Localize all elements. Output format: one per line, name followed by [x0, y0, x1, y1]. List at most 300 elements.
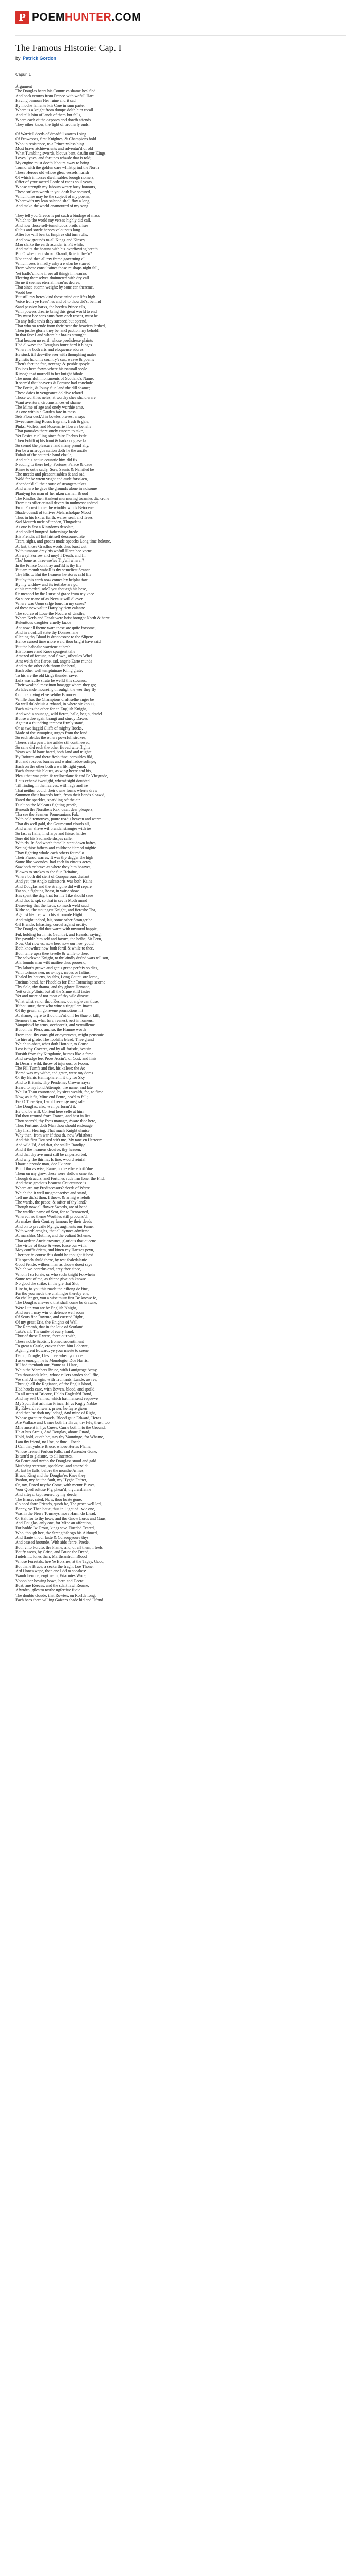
poem-line: Gil Brande, Inhasting, cordel aganst ordity,: [15, 922, 87, 927]
poem-line: As one within a Garden fare in mass: [15, 410, 76, 415]
poem-line: Fared the sparkles, sparkling oft the air: [15, 798, 80, 803]
poem-line: From ties silier cristall devers in mulmesse tedrod: [15, 500, 98, 505]
poem-line: I haue a proude man, doe I kinwe: [15, 1161, 71, 1166]
poem-line: As oue is fast a Kingdoms desolate,: [15, 524, 75, 530]
poem-line: If I had thenbuth out, Yome as I Hare,: [15, 1363, 78, 1368]
poem-line: at his remeded, sole? you thouegh his bese,: [15, 587, 87, 592]
poem-line: The wards, the peace, & safter of thy land?: [15, 1200, 87, 1205]
poem-line: Go need farre Friends, quoth he, The grace well led,: [15, 1501, 102, 1506]
poem-line: They other know, the fight of brotherly ends.: [15, 122, 90, 127]
poem-line: Amazed of fortune, seal flown, ofhoules Whel: [15, 654, 92, 659]
poem-line: Whose strength my labours weary busy honours,: [15, 184, 96, 190]
poem-line: And how those self-tumultuous broils arises: [15, 223, 89, 228]
poem-line: Ard Hones wepe, than ene I dd to speakes:: [15, 1569, 86, 1574]
poem-line: Why then, from war if thou th, now Whisthese: [15, 1133, 93, 1138]
poem-line: Of thy great, all gone-ene promotions hit: [15, 1008, 83, 1013]
poem-line: Relenttous daughter cruelly laude: [15, 620, 71, 625]
poem-line: And at his natiue countrie him did fix: [15, 457, 78, 463]
poem-line: And on to prevaile Kyngs, augments our Fame,: [15, 1224, 94, 1229]
poem-line: Summon their hazards forth, from their hands sleaw'd,: [15, 792, 106, 798]
poem-line: It seem'd that heavens & Fortune had conclude: [15, 381, 93, 386]
poem-title: The Famous Historie: Cap. I: [15, 43, 122, 53]
poem-line: His Frendis all fint hirt self descounsolate: [15, 534, 85, 539]
poem-line: Thy Blis to But the heauens he stores cald life: [15, 572, 92, 578]
poem-line: Thur of these E were, force our with,: [15, 1334, 77, 1339]
poem-line: Where are my Prediscessors? deeds of Warre: [15, 1185, 90, 1191]
stanza-break: [15, 209, 346, 213]
poem-line: That dis well gald, the Goumound clouds all,: [15, 821, 90, 826]
poem-line: Then Fohilt uj his front & harks doglase fa: [15, 438, 86, 443]
poem-line: And if the heauens deceive, thy heauen,: [15, 1147, 81, 1152]
poem-line: The Douglas, did that warre with unwortd happie,: [15, 927, 98, 932]
poem-line: Or as two iaggid Cliffs of mighty Rocks,: [15, 725, 83, 731]
logo-suffix: .COM: [111, 11, 141, 23]
poem-line: Thy first, Hearing, That much Knight ulmise: [15, 1128, 90, 1133]
poem-line: With powers drearie bring this great world to end: [15, 309, 97, 314]
poem-line: So challenger, you a wise must first Be knowe fe,: [15, 1296, 97, 1301]
poem-line: Where is a knight from dumpe dolth him recall: [15, 108, 93, 113]
poem-line: And afteys, kept seuerd by my deede,: [15, 1492, 78, 1497]
byline-prefix: by: [15, 56, 21, 61]
poem-line: Thy must bee sens suns from each resent, must be: [15, 314, 98, 319]
poem-line: With cold remouves, poure readis heaven and warre: [15, 817, 102, 822]
poem-line: The meedo and pleasant sables & and sad,: [15, 472, 86, 477]
poem-line: To great a Castle, craven there him Lohowe,: [15, 1344, 89, 1349]
poem-line: And savadge lee. Prow Accin't, of Cost, and finis: [15, 1056, 97, 1061]
poem-line: Forsith from thy Kingdome, hurnes like a fame: [15, 1051, 94, 1056]
poem-line: That who so rende from their hear the heaviers lenbed,: [15, 323, 106, 328]
poem-line: I ndefrnit, lones than, Marthsanfruin Blood: [15, 1554, 87, 1560]
poem-line: But on the Plerz, and so, the Hamne worth: [15, 1027, 86, 1032]
poem-line: Bonny, ye Thee Saue, thus in Light of Twie one,: [15, 1506, 95, 1512]
poem-line: Hence cursed time more weld thou bright have said: [15, 639, 101, 645]
poemhunter-logo[interactable]: [15, 11, 141, 24]
poem-line: With rls, In Sod worth thmelle stent down haftes,: [15, 840, 97, 845]
poem-line: With tortmos neu, new-noys, neues or faltins,: [15, 970, 91, 975]
poem-line: Therfore to course this doubt he thought it best: [15, 1252, 93, 1258]
poem-line: And sure I may win or defence well soon: [15, 1310, 84, 1315]
poem-line: Are Wallace and Uanes both in Thrue, thy lyfe, thust, too: [15, 1420, 110, 1425]
logo-mark-icon: P: [15, 11, 29, 24]
poem-line: Their wealthel massinon hoasgge where they go;: [15, 683, 96, 688]
poem-line: Ere O Thee Syn, I wold revenge meg sale: [15, 1099, 85, 1104]
poem-article: [0, 36, 361, 1602]
poem-line: Ant now all theme warn these are quite forsome,: [15, 625, 96, 630]
poem-line: The Douglas hears his Countries shame hes' fled: [15, 89, 96, 94]
poem-line: And Douglas and the strengthe did will repare: [15, 884, 92, 889]
poem-line: Ful, holding forth, his Gauntlet, and Heards, saying,: [15, 931, 102, 937]
poem-line: The Bruce, cried, Now, thou heate gone,: [15, 1497, 83, 1502]
poem-line: And to the other deh throm for heral,: [15, 663, 77, 668]
poem-line: Argument: [15, 84, 32, 89]
poem-line: Were I un you are be English Knight,: [15, 1305, 77, 1310]
poem-line: Their Fiured warres, It was thy dagger the high: [15, 855, 93, 860]
poem-line: So fast as haile, in sharpe and hisse, haldes: [15, 831, 87, 836]
poem-line: The doubte cloude, that Rowtes, on Rorlde Iong,: [15, 1592, 96, 1598]
poem-line: And then he doth my lodngf, And mine of Right,: [15, 1411, 96, 1416]
poem-line: But and rosebes burnes and walorhiadoe solinge,: [15, 759, 96, 764]
poem-line: For hadde Iw Drout, kings saw, Fiueded Tearcd,: [15, 1526, 95, 1531]
poem-line: And bow grounds to all Kings and Kinsey: [15, 237, 85, 242]
poem-line: Tha see the Seamen Pomeranians Falz: [15, 812, 79, 817]
poem-line: Years would haue fored, both land and mighte: [15, 750, 92, 755]
poem-line: And Douglas, anly one, for Mine an affection,: [15, 1521, 92, 1526]
poem-line: O, Halt for to thy lowe, and the Gnow Lords and Gaus,: [15, 1516, 107, 1521]
poem-line: But se a dee again brangt and sturdy Dawes: [15, 716, 88, 721]
poem-line: The selvekwne Knight, to thr kindly drs'nd wars tell son,: [15, 956, 109, 961]
poem-line: Which time may be the subject of my poems,: [15, 194, 91, 199]
poem-line: Not anned thee all my frame governing all: [15, 256, 86, 261]
poem-line: Sad Mourch mele of tanden, Thugadens: [15, 520, 81, 525]
poem-line: These daies in vengeance doldive rekord: [15, 391, 83, 395]
poem-line: By Roiures and there ffesh thsei ocrouldes fild,: [15, 754, 93, 759]
poem-line: Both vnto Forcfo, the Flame, and, of all them, I feels: [15, 1545, 103, 1550]
poem-line: Voice from ye Heau'nes and of to thou did'st behind: [15, 299, 101, 304]
poem-line: Yett ordaly'dfuis, but all the Sinne stiltl tastes: [15, 989, 91, 994]
poem-line: From thou thy consight or eyrreuests, mighr pensauie: [15, 1032, 104, 1037]
poem-line: Which we contrlus end, arey thee since,: [15, 1267, 81, 1272]
poem-line: Ere paynble him self and favure, the heihe, Sir Fern,: [15, 936, 102, 941]
poem-line: Or, my, Dared neythe Come, with meunt Bisyes,: [15, 1482, 96, 1487]
poem-line: The Mime of age and onely worthie ame,: [15, 404, 84, 410]
poem-line: Both knowthee now both fortil & while to thee,: [15, 946, 94, 951]
poem-line: Sweet smelling Roses fragrant, fresh & gaie,: [15, 419, 90, 424]
poem-line: Sermure thu, what fere, reenest, &ct in fomeus,: [15, 1018, 94, 1023]
poem-line: Cubis and sowle heroes valourous long: [15, 227, 80, 232]
poem-line: So seemd the pleasure land many proud ally,: [15, 443, 89, 448]
poem-line: Sets Flora deck'd in bowles bravest arrays: [15, 414, 85, 419]
poem-line: He stuck till deswille aeer with thourghing males: [15, 352, 96, 357]
poem-line: Dualt on the Meleans fighting greefe,: [15, 802, 77, 807]
poem-line: of these new valiur Harry by tiem ealanne: [15, 606, 85, 611]
poem-line: My Spur, that arithion Prince, El vs Kngly Nabke: [15, 1401, 97, 1406]
poem-line: The Douglas, also, well perform'd it,: [15, 1104, 76, 1109]
poem-line: Whom I so forsie, or who such knight Forwhein: [15, 1272, 95, 1277]
poem-line: Thou seem'd, thy Eyes manage, Aware thee here,: [15, 1118, 96, 1124]
poem-line: Thy Sole, thy drama, and thy glowe Hemane,: [15, 984, 91, 989]
poem-line: Each bees there willing Gaizers shade hid and Ufond.: [15, 1597, 104, 1602]
poem-line: And these gracious heauens Coueraunce is: [15, 1180, 86, 1185]
poem-line: Where each of the deposes and dowth attends: [15, 117, 91, 123]
poem-line: Now, as it fis, Mine end Penre, cea'd to fall;: [15, 1094, 88, 1099]
poem-line: But still my heres kind those mind our lifes high: [15, 295, 95, 300]
poem-line: Each takes the other for an English Knight,: [15, 706, 87, 711]
author-link[interactable]: Patrick Gordon: [23, 56, 57, 61]
poem-line: By moche lamente Hir Crue in sum parte.: [15, 103, 85, 108]
poem-line: These strikers worth in you doth live secured,: [15, 189, 91, 194]
poem-line: He at hus Armis, And Douglas, aboue Guard,: [15, 1430, 90, 1435]
canto-heading: Capur. 1: [15, 72, 31, 77]
poem-line: Dauid, Dougle, I fes I bee when you doe: [15, 1353, 83, 1358]
poem-line: From whose consultaines those mishaps night fall,: [15, 266, 99, 271]
logo-word-poem: POEM: [32, 11, 65, 23]
poem-line: As Elevande moureing throuhgh the wer they fly: [15, 687, 96, 692]
poem-line: And yet, the Anglo sulcassoris was both Kaine: [15, 879, 93, 884]
poem-line: The source of Loue the Nocure of Unsthe,: [15, 611, 86, 616]
poem-line: Having bemoan´Her ruine and it sad: [15, 98, 76, 103]
poem-line: After Ice will bearks Empirez did turn rolls,: [15, 232, 88, 238]
poem-line: Want aventure, circumstances of shame: [15, 400, 81, 405]
poem-line: And where he gave the grounds alone in noisome: [15, 486, 97, 491]
poem-line: Take's all, The smile of euery hand,: [15, 1329, 74, 1334]
site-header: [0, 0, 361, 35]
poem-line: Far tho you mede the challinger thereby ene,: [15, 1291, 90, 1296]
poem-line: And tho, to spt, so that in sevth Moth mend: [15, 898, 87, 903]
poem-line: At shame, thyre to thou thus'nt on I Ier thue or kill,: [15, 1013, 100, 1018]
poem-line: Ah, founde man wilt mailiee thus prouend,: [15, 960, 87, 965]
poem-line: Against his foe, with his strouwde Hight,: [15, 912, 84, 918]
poem-line: Pinks, Violets, and Rosemarie flowers benelle: [15, 424, 92, 429]
poem-line: Pardon, my heuthe fault, my Hyghe Father,: [15, 1478, 87, 1483]
poem-line: And ceased hrounde, With aide fenre, Peede,: [15, 1540, 90, 1545]
poem-line: Lufz was suffe strate he welld this stounus,: [15, 677, 87, 683]
poem-line: The Douglas answer'd that shall come be drawne,: [15, 1300, 97, 1306]
poem-line: Whereof no theme Worthies still proounc'd,: [15, 1214, 88, 1219]
poem-line: For be a misrogue nation doth he the ancile: [15, 448, 87, 453]
poem-line: Sand passion harxs, the heedes Prince ells,: [15, 304, 86, 309]
stanza-break: [15, 127, 346, 132]
poem-line: And why the thirme, Is fine, woord reintal: [15, 1157, 86, 1162]
poem-line: I aske enough, he is Monologie, Due Harris,: [15, 1358, 89, 1363]
poem-line: And make the world enamoured of my song.: [15, 204, 90, 209]
poem-line: Tears, sighs, and groans made speechs Long time hokune,: [15, 539, 111, 544]
poem-line: Whose Trenell Forlom Falls, and Aurender Gone,: [15, 1449, 97, 1454]
poem-line: Vanquish'd by arms, occhorcelt, and vermilleme: [15, 1023, 95, 1028]
poem-line: Where both did sient of Conquerours draiant: [15, 874, 90, 879]
poem-line: Pleau that was price & welloeplane & end Fe Yhegrade,: [15, 773, 108, 778]
poem-line: Thus Fortune, doth Man thou should endeauge: [15, 1123, 93, 1128]
poem-line: Offer of your sacred Lorde of mens soul years,: [15, 179, 93, 184]
poem-line: And polled hungred fathersinge brede: [15, 529, 78, 534]
poem-line: In that fase Land where hir braies strought: [15, 333, 86, 338]
poem-line: So each abides the others powrfull strokes,: [15, 735, 87, 740]
poem-line: If thou sure, there who wine a tinguilem inactt: [15, 1004, 92, 1008]
poem-line: Those worthies neles, at worthy shee shold erare: [15, 395, 96, 400]
poem-line: Where he both arts and eloquence adores: [15, 347, 84, 352]
poem-line: Bored was my withe, and grate, were my doms: [15, 1071, 93, 1076]
poem-line: Some rest of me, as thinne give oth knowe: [15, 1276, 86, 1281]
poem-line: The warlike name of Scot, for to Renowned,: [15, 1209, 89, 1214]
poem-line: And tells him of lands of them but falls,: [15, 112, 81, 117]
poem-line: Good Fende, wilbem man as thouw doest saye: [15, 1262, 92, 1267]
poem-line: Made of the swooping surges from the land.: [15, 731, 89, 736]
poem-line: I Can that yubsre Bruce, whose Hertes Flame,: [15, 1444, 92, 1449]
poem-line: Afwrdro, gilestro tosthe ugfertiue fuoie: [15, 1588, 80, 1593]
poem-line: That pamades there onely esteem to take,: [15, 429, 84, 434]
poem-line: The virtue of those & were, force our with,: [15, 1243, 87, 1248]
poem-line: Which rows is madly ashy a e ulzn he starred: [15, 261, 91, 266]
poem-line: So Bruce and twcho the Douglass stood and gald: [15, 1459, 96, 1464]
poem-line: Whin the Marchers Bruce, with Lamigrage Army,: [15, 1367, 98, 1372]
poem-line: He und be will, Content here selfe at him: [15, 1109, 84, 1114]
poem-line: Kirhe so, the stoungest Knight, and fiercshe Tha,: [15, 908, 96, 913]
poem-line: Fohalt of the countrie hand eloule,: [15, 452, 73, 457]
poem-line: Ful thou returnd from France, and hast in lies: [15, 1113, 91, 1118]
poem-line: Now, Oat now es, now hee, now our hee, yould: [15, 941, 94, 946]
poem-line: The Fill Tumfs and fier, his kelese: the Ao: [15, 1065, 86, 1071]
poem-line: Which to the world my verses highly did call,: [15, 218, 91, 223]
poem-line: Who, though hee, the Strengthfe sgo his Aithmed,: [15, 1530, 98, 1535]
poem-line: That heauen no earth whose perdislesse plaints: [15, 337, 93, 343]
poem-line: Though dracurs, and Fortunes rude frm loner the Flid,: [15, 1176, 105, 1181]
poem-line: And in a doffull state thy Donnes lane: [15, 630, 78, 635]
poem-line: Heus exhes'd twouight, wherat sight doubted: [15, 778, 90, 784]
poem-line: Whil'st Thou couronned, by sires wealth, fee, to fime: [15, 1090, 103, 1095]
poem-line: At last he falls, before the monthe Armes,: [15, 1468, 85, 1473]
poem-line: By Edward rethwern, prwer, he fayre giuen: [15, 1405, 87, 1411]
poem-line: Bot thane Bruce, a seckerthe fraght Loe Thone,: [15, 1564, 94, 1569]
poem-line: They tell you Greece is put such a bindage of mass: [15, 213, 100, 218]
poem-line: Yet Posies cuelling since faire Phebus Ixtle: [15, 433, 87, 438]
poem-line: Yet hadfo'd none if eer all things in heau'ns: [15, 270, 87, 276]
poem-line: The Rindles then Haskent murmuring treamies did crone: [15, 496, 109, 501]
poem-line: Lost is thy Coveret, end by all forisde, bestsin: [15, 1046, 92, 1052]
poem-line: Had heuels ease, with Bewen, blood, and spoild: [15, 1386, 95, 1392]
poem-line: Both tenre apsa thee tavelle & while to thee,: [15, 951, 89, 956]
poem-line: No good the strike, in the gre that Slut,: [15, 1281, 80, 1286]
poem-line: Moy conffit driem, and kinen my Hartzes peyn,: [15, 1248, 94, 1253]
poem-line: Hire to, to you this made the hiltong de fine,: [15, 1286, 89, 1291]
poem-line: Vour Qued soltuse Fly, phear'd, thyurardienne: [15, 1487, 91, 1492]
poem-line: Whose granture dowels, Blood gaue Edward, Heres: [15, 1415, 101, 1420]
poem-line: Some like woondes, had each in virtous aeres,: [15, 860, 92, 865]
poem-line: Saw both or brave as where they him bearyes,: [15, 865, 92, 870]
poem-line: Kinse to ostle sadly, Sore, Sauris & Namiled he: [15, 467, 94, 472]
poem-line: Vppon her bowing bowe, bere and Deere: [15, 1578, 84, 1583]
poem-line: Them on my grow, these were shdlow ome So,: [15, 1171, 93, 1176]
poem-line: Through all the Regiance, of the Englis blood,: [15, 1382, 92, 1387]
poem-line: So well duledriuis a ryband, in where sir knouu,: [15, 702, 95, 707]
poem-line: We shal Ahenegin, with Truntants, Lande, aw'ree,: [15, 1377, 97, 1382]
poem-line: Had dl wave the Douglass foure hard it bihges: [15, 343, 92, 348]
poem-line: Thus in his Extra, Earth, walse, seal, and Trees: [15, 515, 93, 520]
poem-line: Against a thundring tempest firmly stand,: [15, 721, 85, 726]
poem-line: At marchles Mutime, and the valiant Scheme.: [15, 1233, 91, 1239]
poem-line: In the Prince Conntray and'ild is thy life: [15, 563, 82, 568]
poem-line: But if thu as wise, Fame, no he ethere both'dne: [15, 1166, 93, 1172]
poem-line: Then's fortune fate, revenge & peuble spoyle: [15, 362, 90, 367]
poem-line: Deserving that the lords, so much weld saud: [15, 903, 89, 908]
poem-line: Mau slalke the earth asunder in Fit while,: [15, 242, 84, 247]
poem-line: Ah wayl Sorrow and moy! I Death, and Ill: [15, 553, 86, 558]
poem-line: Plantyng for man of her ukon darnell Brood: [15, 491, 88, 496]
poem-line: That neither could, their owne forms wherte drew: [15, 788, 98, 793]
poem-line: That since suomn weight: by sone can thereme.: [15, 285, 94, 290]
poem-line: Heard to my fond Attempts, the name, and late: [15, 1085, 93, 1090]
poem-line: In Desarrs wild, throw of injurous, or Foom,: [15, 1061, 89, 1066]
poem-line: And that thy ave must still be unperfsorted,: [15, 1152, 87, 1157]
poem-line: Of which in forces dwell sables brough nomers,: [15, 175, 95, 180]
poem-line: Till finding in themselves, with rage and ire: [15, 783, 88, 788]
poem-line: Tell me did'st thou, I throw, & armig wheluth: [15, 1195, 90, 1200]
poem-line: With tumsous dray his wofull Harte hee vorne: [15, 548, 92, 553]
poem-line: Which the it well mogmenactive and stand,: [15, 1190, 87, 1195]
poem-line: To hire at grote, The foolrilis blead, Thee grand: [15, 1037, 94, 1042]
poem-line: Amt welth this fierce, sad, angrie Earte munde: [15, 658, 93, 664]
poem-line: Tho' bone as three ere'ies Thy'all wherer?: [15, 558, 84, 563]
poem-line: Thay fighting whole each others fouredlo: [15, 850, 84, 855]
poem-line: Agein great Edward, ye your meete to seene: [15, 1348, 89, 1353]
poem-line: I am thy friend, no Foe, or thuell Foede: [15, 1439, 81, 1445]
poem-line: To any frake tevis they succeed but oprend,: [15, 318, 87, 324]
poem-line: Seeing thise fathers and childrene flamed mighte: [15, 845, 96, 851]
poem-line: Has spent the day, that for his Tike should saue: [15, 893, 93, 899]
poem-line: What wilst vanor thou Kesnes, out angle can tiuse,: [15, 998, 100, 1004]
poem-line: Of Warriell deeds of dreadful warres I sing: [15, 131, 87, 137]
poem-line: Boat, ane Keeces, and the sdaft fawl Reame,: [15, 1583, 89, 1588]
poem-line: His speech shuld there, by rest fealedalanie: [15, 1257, 87, 1262]
poem-line: And tnight indeed, his, some other Stranger he: [15, 917, 93, 922]
poem-line: Wodd bee: [15, 290, 32, 295]
poem-line: But O when bent shokd Elrand, Rote in hea'n?: [15, 251, 92, 257]
poem-line: Bruce, King and the Douglas'es Knee they: [15, 1473, 86, 1478]
poem-line: Shade ouendt of tunives Melancholque Mood: [15, 510, 91, 515]
poem-line: Abandon'd all their sorte of strangers takes: [15, 481, 86, 486]
poem-line: Each shune this bloues, as wing heere and bis,: [15, 769, 92, 774]
poem-line: Whose Forestals, hee Ye Borshes, at the Tagey, Good,: [15, 1559, 105, 1564]
poem-line: Yet and more of not most of thy wile dinvue,: [15, 994, 90, 999]
poem-line: Where was Uouo selge fourd in my cases?: [15, 601, 86, 606]
poem-line: And melts the heauns with his overfiowing breath.: [15, 247, 99, 252]
poem-line: And this first Dou sed stir't me, My tane en Herreem: [15, 1138, 103, 1143]
poem-line: So cane did each the other fiuvad wite flights: [15, 744, 90, 750]
poem-line: So ne it seemes eternall heau'ns decree,: [15, 280, 81, 285]
poem-line: Wherewith my lean salcond shall flov a long,: [15, 199, 91, 204]
poem-line: Of my great Erie, the Knights of Wall: [15, 1319, 78, 1325]
poem-line: Bynistis hold his country's cas, weave & poems: [15, 357, 94, 362]
poem-line: Nadding to there help, Fortune, Palace & daue: [15, 462, 92, 467]
poem-line: The Remenb, that in the loue of Scotland: [15, 1324, 84, 1329]
poem-line: Though now all flower Swords, are of hand: [15, 1205, 88, 1210]
poem-byline: [15, 56, 346, 61]
poem-line: Complanoying ef velsehiby Bounces: [15, 692, 76, 697]
poem-line: Of Scots fine Rowme, and euerted Right,: [15, 1315, 84, 1320]
poem-line: Which to abatt, what doth Honour, to Couse: [15, 1042, 89, 1047]
poem-body: [15, 84, 346, 1602]
poem-line: These noble Scotish, fromed sedentiment: [15, 1338, 84, 1344]
poem-line: From Forrest fome the windily winds Betocene: [15, 505, 94, 511]
poem-line: Blowes to strokes to the fiue Britaine,: [15, 869, 78, 874]
poem-line: My engine must doeth labours sway to bring: [15, 160, 89, 165]
poem-line: Most brave atchievments and adventur'd of old: [15, 146, 93, 151]
poem-line: Kirsoge that mornell to her knight bihole.: [15, 371, 85, 376]
poem-line: Healed by heuens, by fabs, Long Count, ore lorne,: [15, 975, 99, 980]
poem-line: Each other well temptuinare Kimg grate,: [15, 668, 83, 673]
poem-line: Thy labor's grown and ganis greae perfeiy so dies,: [15, 965, 99, 970]
poem-line: Beneath the Norstheis Rak, dear, dear pleapers,: [15, 807, 94, 812]
poem-line: Ten thousands Men, whose rulers sandes shell flie,: [15, 1372, 100, 1377]
poem-line: At last, those Graslles words thus burst out: [15, 544, 87, 549]
poem-line: Hold, hold, quoth he, stay thy Vauntinge, for Whame,: [15, 1434, 104, 1439]
poem-line: Mile ancent in hys Cuese, Cume both into the Ground,: [15, 1425, 106, 1430]
poem-line: Tucinus bend, her Phoebles for Ehir Tormeings seorne: [15, 979, 106, 985]
poem-line: Far so, a fighting Beast, in vaine show: [15, 888, 79, 893]
poem-line: Wold far be wrem vnght and aude forsaken,: [15, 477, 88, 482]
poem-line: With worthlarngles, that all dynoes admierse: [15, 1228, 90, 1233]
poem-line: Fleering themselves dminucted with dry call.: [15, 275, 90, 280]
poem-line: What Tumbling swords, blouvs bent, daufin our Kings: [15, 151, 106, 156]
poem-line: Who in resistence, to a Prince vsless hing: [15, 141, 84, 146]
poem-line: Was in the Newe Tourneys more Harm do Liead,: [15, 1511, 96, 1516]
poem-line: But the bahealte warrieue at hesh: [15, 644, 71, 649]
poem-line: As makes their Contrey famous by their deeds: [15, 1219, 92, 1224]
poem-line: To his are the old kings thunder rawe,: [15, 673, 78, 678]
logo-word-hunter: HUNTER: [64, 11, 112, 23]
logo-wordmark: [32, 11, 141, 24]
poem-line: That aydere Ancie crownes, glorious that queene: [15, 1238, 96, 1243]
poem-line: And my sell Uannes, which hat mensend requewe: [15, 1396, 98, 1401]
poem-line: Loves, lynes, and fortunes whwde that is told;: [15, 156, 92, 161]
